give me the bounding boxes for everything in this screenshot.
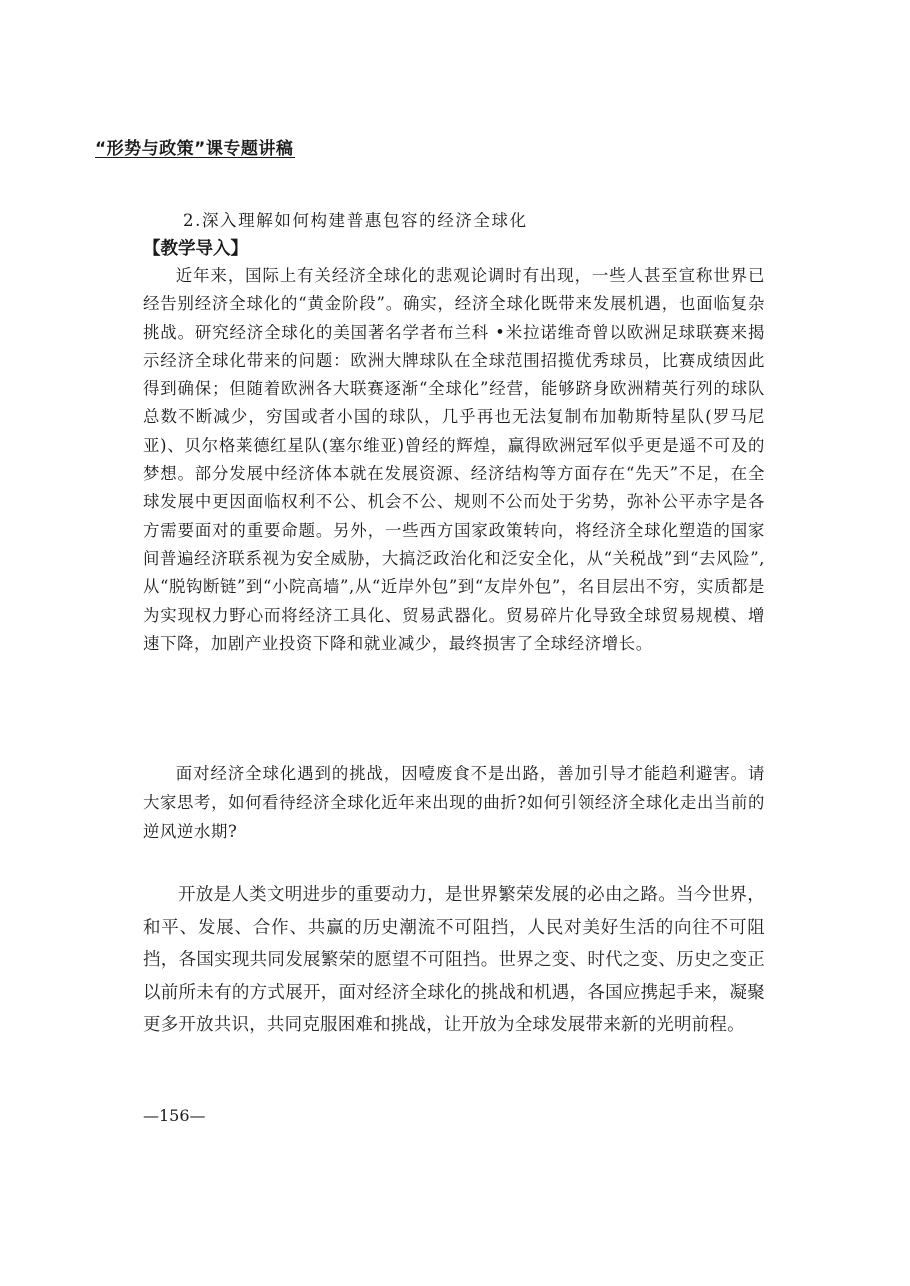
running-header-title: “形势与政策”课专题讲稿 bbox=[95, 139, 294, 159]
page-number: —156— bbox=[143, 1106, 206, 1125]
paragraph-question: 面对经济全球化遇到的挑战，因噎废食不是出路，善加引导才能趋利避害。请大家思考，如何看待经济全球化近年来出现的曲折?如何引领经济全球化走出当前的逆风逆水期? bbox=[143, 764, 765, 841]
section-label-teaching-intro: 【教学导入】 bbox=[143, 239, 248, 259]
paragraph-openness: 开放是人类文明进步的重要动力，是世界繁荣发展的必由之路。当今世界，和平、发展、合作、共赢的历史潮流不可阻挡，人民对美好生活的向往不可阻挡，各国实现共同发展繁荣的愿望不可阻挡。世界之变、时代之变、历史之变正以前所未有的方式展开，面对经济全球化的挑战和机遇，各国应携起手来，凝聚更多开放共识，共同克服困难和挑战，让开放为全球发展带来新的光明前程。 bbox=[143, 885, 765, 1035]
header-underline bbox=[95, 157, 295, 158]
section-title: 2.深入理解如何构建普惠包容的经济全球化 bbox=[183, 211, 528, 230]
paragraph-intro: 近年来，国际上有关经济全球化的悲观论调时有出现，一些人甚至宣称世界已经告别经济全球化的“黄金阶段”。确实，经济全球化既带来发展机遇，也面临复杂挑战。研究经济全球化的美国著名学者布兰科 •米拉诺维奇曾以欧洲足球联赛来揭示经济全球化带来的问题：欧洲大牌球队在全球范围招揽优秀球员，比赛成绩因此得到确保；但随着欧洲各大联赛逐渐“全球化”经营，能够跻身欧洲精英行列的球队总数不断减少，穷国或者小国的球队，几乎再也无法复制布加勒斯特星队(罗马尼亚)、贝尔格莱德红星队(塞尔维亚)曾经的辉煌，赢得欧洲冠军似乎更是遥不可及的梦想。部分发展中经济体本就在发展资源、经济结构等方面存在“先天”不足，在全球发展中更因面临权利不公、机会不公、规则不公而处于劣势，弥补公平赤字是各方需要面对的重要命题。另外，一些西方国家政策转向，将经济全球化塑造的国家间普遍经济联系视为安全威胁，大搞泛政治化和泛安全化，从“关税战”到“去风险”,从“脱钩断链”到“小院高墙”,从“近岸外包”到“友岸外包”，名目层出不穷，实质都是为实现权力野心而将经济工具化、贸易武器化。贸易碎片化导致全球贸易规模、增速下降，加剧产业投资下降和就业减少，最终损害了全球经济增长。 bbox=[143, 266, 765, 653]
